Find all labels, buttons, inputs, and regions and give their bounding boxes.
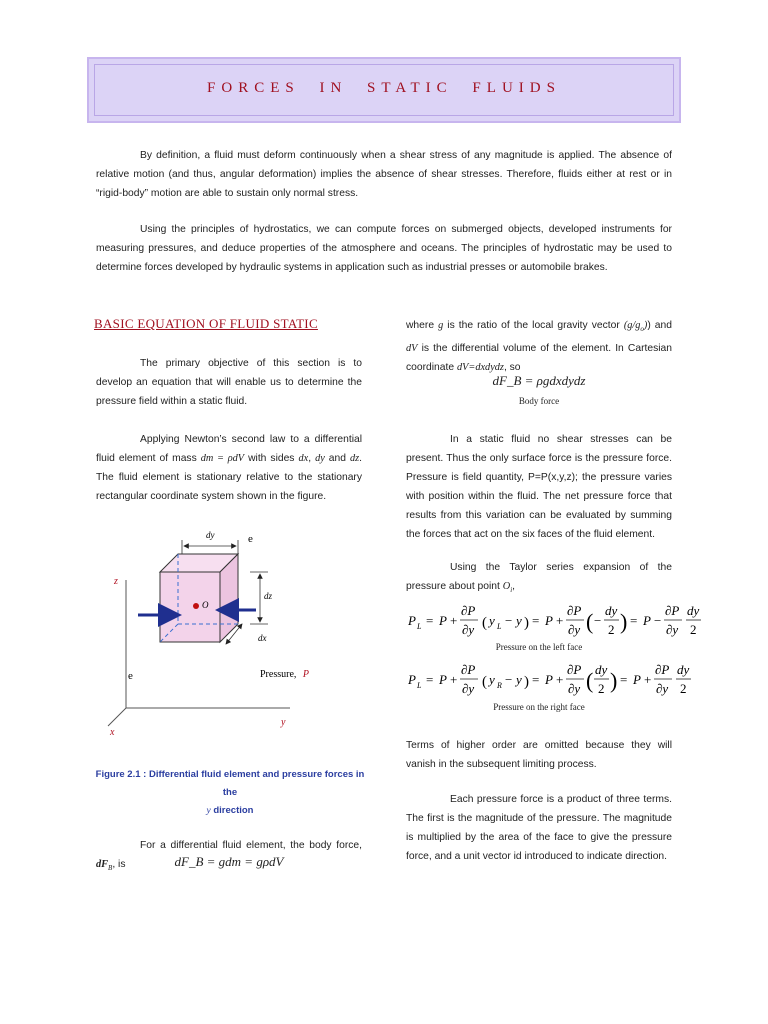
svg-text:=: = (532, 672, 540, 687)
right-paragraph-5: Each pressure force is a product of three terms. The first is the magnitude of the pressure. The magnitude is multiplied by the area of the face to give the pressure force, and a unit vector id introduced to indicate direction. (406, 794, 672, 862)
right-paragraph-2: In a static fluid no shear stresses can be present. Thus the only surface force is the pressure force. Pressure is field quantity, P=P(x,y,z); the pressure varies with position within the fluid. The net pressure force that results from this variation can be evaluated by summing the forces that act on the six faces of the fluid element. (406, 434, 672, 540)
svg-text:∂y: ∂y (462, 681, 475, 696)
svg-text:): ) (524, 674, 529, 690)
svg-text:2: 2 (608, 622, 615, 637)
svg-text:=: = (532, 613, 540, 628)
svg-text:P: P (545, 613, 553, 628)
svg-text:dy: dy (677, 662, 690, 677)
svg-text:(: ( (482, 615, 487, 631)
svg-text:∂P: ∂P (567, 603, 582, 618)
svg-text:∂P: ∂P (655, 662, 670, 677)
svg-text:L: L (497, 622, 502, 631)
svg-text:y: y (516, 613, 522, 628)
svg-text:P: P (408, 672, 416, 687)
intro-paragraph-1: By definition, a fluid must deform continuously when a shear stress of any magnitude is applied. The absence of relative motion (and thus, angular deformation) implies the absence of shear stresses. Therefore, fluids either at rest or in “rigid-body” motion are able to sustain only normal stress. (96, 150, 672, 199)
section-heading: BASIC EQUATION OF FLUID STATIC (94, 316, 318, 331)
svg-text:(: ( (586, 609, 594, 634)
svg-text:∂P: ∂P (665, 603, 680, 618)
svg-text:): ) (620, 609, 628, 634)
dz-label: dz (264, 591, 273, 601)
dx-label: dx (258, 633, 267, 643)
pressure-label: Pressure, P (260, 669, 309, 680)
svg-text:+: + (556, 613, 564, 628)
svg-text:−: − (505, 613, 513, 628)
svg-text:y: y (516, 672, 522, 687)
body-force-equation-2: dF_B = ρgdxdydz (492, 373, 586, 388)
x-axis (108, 708, 126, 726)
svg-text:(: ( (586, 668, 594, 693)
svg-text:P: P (439, 613, 447, 628)
dy-label: dy (206, 530, 215, 540)
svg-text:2: 2 (690, 622, 697, 637)
left-face-caption: Pressure on the left face (495, 642, 583, 652)
body-force-equation-1: dF_B = gdm = gρdV (174, 854, 284, 869)
svg-text:∂y: ∂y (656, 681, 669, 696)
svg-text:+: + (450, 613, 458, 628)
svg-text:−: − (594, 613, 602, 628)
svg-text:L: L (417, 681, 422, 690)
intro-paragraph-2: Using the principles of hydrostatics, we can compute forces on submerged objects, developed instruments for measuring pressures, and deduce properties of the atmosphere and oceans. The principles of hydrostatic may be used to determine forces developed by hydraulic systems in application such as industrial presses or automobile brakes. (96, 224, 672, 273)
svg-text:R: R (497, 681, 502, 690)
svg-text:∂y: ∂y (568, 681, 581, 696)
left-paragraph-2: Applying Newton’s second law to a differential fluid element of mass dm = ρdV with sides dx, dy and dz. The fluid element is stationary relative to the stationary rectangular coordinate system shown in the figure. (96, 434, 363, 502)
svg-text:∂y: ∂y (462, 622, 475, 637)
svg-text:=: = (426, 672, 434, 687)
right-paragraph-4: Terms of higher order are omitted because they will vanish in the subsequent limiting process. (406, 740, 672, 770)
svg-text:y: y (489, 672, 495, 687)
svg-text:(: ( (482, 674, 487, 690)
svg-text:∂P: ∂P (567, 662, 582, 677)
svg-text:+: + (450, 672, 458, 687)
right-paragraph-3: Using the Taylor series expansion of the pressure about point $O_i$, (406, 562, 672, 595)
svg-text:2: 2 (598, 681, 605, 696)
svg-text:): ) (524, 615, 529, 631)
svg-text:+: + (644, 672, 652, 687)
svg-text:): ) (610, 668, 618, 693)
svg-text:L: L (417, 622, 422, 631)
svg-text:P: P (439, 672, 447, 687)
fluid-element-figure (100, 520, 340, 750)
svg-text:P: P (408, 613, 416, 628)
svg-text:=: = (630, 613, 638, 628)
svg-text:∂y: ∂y (666, 622, 679, 637)
svg-text:dy: dy (595, 662, 608, 677)
svg-text:P: P (643, 613, 651, 628)
x-axis-label: x (110, 727, 115, 738)
svg-text:y: y (489, 613, 495, 628)
left-face-pressure-equation (406, 598, 706, 642)
svg-text:dy: dy (687, 603, 700, 618)
point-o-label: O (202, 600, 209, 610)
right-paragraph-1: where g is the ratio of the local gravity vector $(g/g_o)$) and dV is the differential volume of the element. In Cartesian coordinate dV=dxdydz, so (406, 320, 672, 374)
svg-text:∂P: ∂P (461, 662, 476, 677)
svg-text:P: P (633, 672, 641, 687)
right-face-pressure-equation (406, 657, 706, 701)
left-paragraph-3: For a differential fluid element, the body force, $dF_B$, is (96, 840, 362, 873)
cube-front-face (160, 572, 220, 642)
e-label-left: e (128, 670, 133, 682)
page-title: FORCES IN STATIC FLUIDS (207, 80, 561, 96)
title-banner (87, 57, 681, 123)
svg-text:+: + (556, 672, 564, 687)
right-face-caption: Pressure on the right face (493, 702, 585, 712)
svg-text:−: − (654, 613, 662, 628)
svg-text:=: = (426, 613, 434, 628)
svg-text:∂y: ∂y (568, 622, 581, 637)
svg-text:dy: dy (605, 603, 618, 618)
figure-caption: Figure 2.1 : Differential fluid element and pressure forces in the y direction (95, 769, 365, 816)
svg-text:∂P: ∂P (461, 603, 476, 618)
svg-text:2: 2 (680, 681, 687, 696)
left-paragraph-1: The primary objective of this section is to develop an equation that will enable us to determine the pressure field within a static fluid. (96, 358, 362, 407)
svg-text:P: P (545, 672, 553, 687)
z-axis-label: z (114, 576, 118, 587)
svg-text:−: − (505, 672, 513, 687)
body-force-caption: Body force (518, 396, 560, 406)
e-label-top: e (248, 533, 253, 545)
y-axis-label: y (281, 717, 286, 728)
svg-text:=: = (620, 672, 628, 687)
point-o (193, 603, 199, 609)
